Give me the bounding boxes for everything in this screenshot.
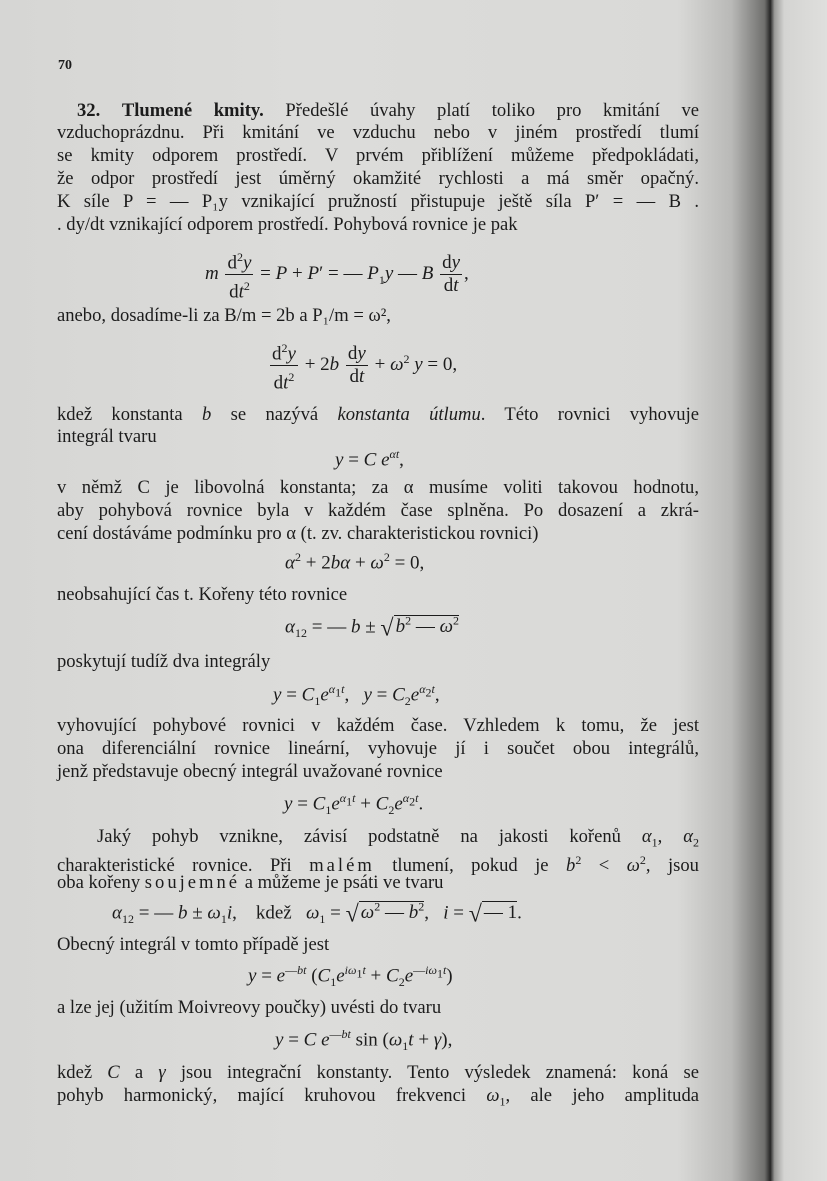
- paragraph-line-2: vzduchoprázdnu. Při kmitání ve vzduchu nebo v jiném prostředí tlumí: [57, 122, 699, 143]
- paragraph-line-16: ona diferenciální rovnice lineární, vyhovuje jí i součet obou integrálů,: [57, 738, 699, 759]
- equation-complex-roots: $\alpha_{12}$ = — $b \pm \omega_1i$, kdež $\omega_1$ = √ $\omega^2$ — $b^2$, i = √ — 1.: [112, 900, 522, 928]
- paragraph-line-19: charakteristické rovnice. Při malém tlumení, pokud je $b^2 < \omega^2$, jsou: [57, 853, 699, 877]
- paragraph-line-17: jenž představuje obecný integrál uvažované rovnice: [57, 761, 443, 782]
- equation-characteristic: $\alpha^2 + 2b\alpha + \omega^2 = 0$,: [285, 550, 425, 574]
- equation-damped: $\frac{d^2y}{dt^2}$ + 2b $\frac{dy}{dt}$ + $\omega^2$ y = 0,: [268, 337, 457, 395]
- paragraph-line-6: . dy/dt vznikající odporem prostředí. Pohybová rovnice je pak: [57, 214, 518, 235]
- book-gutter-edge: [770, 0, 827, 1181]
- paragraph-line-5: K síle P = — P₁y vznikající pružností přistupuje ještě síla P′ = — B .: [57, 191, 699, 212]
- section-title: Tlumené kmity.: [121, 100, 264, 121]
- paragraph-line-22: a lze jej (užitím Moivreovy poučky) uvésti do tvaru: [57, 997, 442, 1018]
- paragraph-line-9: integrál tvaru: [57, 426, 157, 447]
- equation-exp: y = C $e^{\alpha t}$,: [335, 447, 404, 471]
- paragraph-line-11: aby pohybová rovnice byla v každém čase splněna. Po dosazení a zkrá-: [57, 500, 699, 521]
- equation-sine-form: y = C $e^{—bt}$ $\sin (\omega_1t + \gamma)$,: [275, 1027, 453, 1054]
- equation-roots: $\alpha_{12}$ = — b ± √ $b^2$ — $\omega^2$: [285, 614, 459, 642]
- page-number: 70: [58, 58, 72, 73]
- paragraph-line-13: neobsahující čas t. Kořeny této rovnice: [57, 584, 348, 605]
- paragraph-line-20: oba kořeny soujemné a můžeme je psáti ve tvaru: [57, 872, 444, 893]
- paragraph-line-14: poskytují tudíž dva integrály: [57, 651, 271, 672]
- paragraph-line-18: Jaký pohyb vznikne, závisí podstatně na jakosti kořenů $\alpha_1$, $\alpha_2$: [97, 826, 700, 850]
- paragraph-line-15: vyhovující pohybové rovnici v každém čase. Vzhledem k tomu, že jest: [57, 715, 699, 736]
- paragraph-line-23: kdež C a γ jsou integrační konstanty. Tento výsledek znamená: koná se: [57, 1062, 699, 1083]
- equation-motion: m $\frac{d^2y}{dt^2}$ = P + P′ = — $P_1y$ — B $\frac{dy}{dt}$ ,: [205, 246, 469, 304]
- equation-complex-integral: $y = e^{—bt}$ $(C_1e^{i\omega_1t} + C_2e^{—i\omega_1t})$: [248, 963, 453, 990]
- section-number: 32.: [77, 100, 101, 121]
- paragraph-line-10: v němž C je libovolná konstanta; za α musíme voliti takovou hodnotu,: [57, 477, 699, 498]
- paragraph-line-1: [57, 99, 699, 123]
- equation-general-integral: $y = C_1e^{\alpha_1t} + C_2e^{\alpha_2t}$.: [284, 791, 424, 818]
- paragraph-line-7: anebo, dosadíme-li za B/m = 2b a P₁/m = ω²,: [57, 305, 391, 326]
- paragraph-line-12: cení dostáváme podmínku pro α (t. zv. charakteristickou rovnici): [57, 523, 539, 544]
- paragraph-line-3: se kmity odporem prostředí. V prvém přiblížení můžeme předpokládati,: [57, 145, 699, 166]
- paragraph-line-4: že odpor prostředí jest úměrný okamžité rychlosti a má směr opačný.: [57, 168, 699, 189]
- paragraph-line-8: kdež konstanta b se nazývá konstanta útlumu. Této rovnici vyhovuje: [57, 404, 699, 425]
- paragraph-line-21: Obecný integrál v tomto případě jest: [57, 934, 330, 955]
- text-span: Předešlé úvahy platí toliko pro kmitání ve: [285, 100, 700, 121]
- equation-two-integrals: $y = C_1e^{\alpha_1t}$, $y = C_2e^{\alpha_2t}$,: [273, 682, 440, 709]
- paragraph-line-24: pohyb harmonický, mající kruhovou frekvenci $\omega_1$, ale jeho amplituda: [57, 1085, 699, 1109]
